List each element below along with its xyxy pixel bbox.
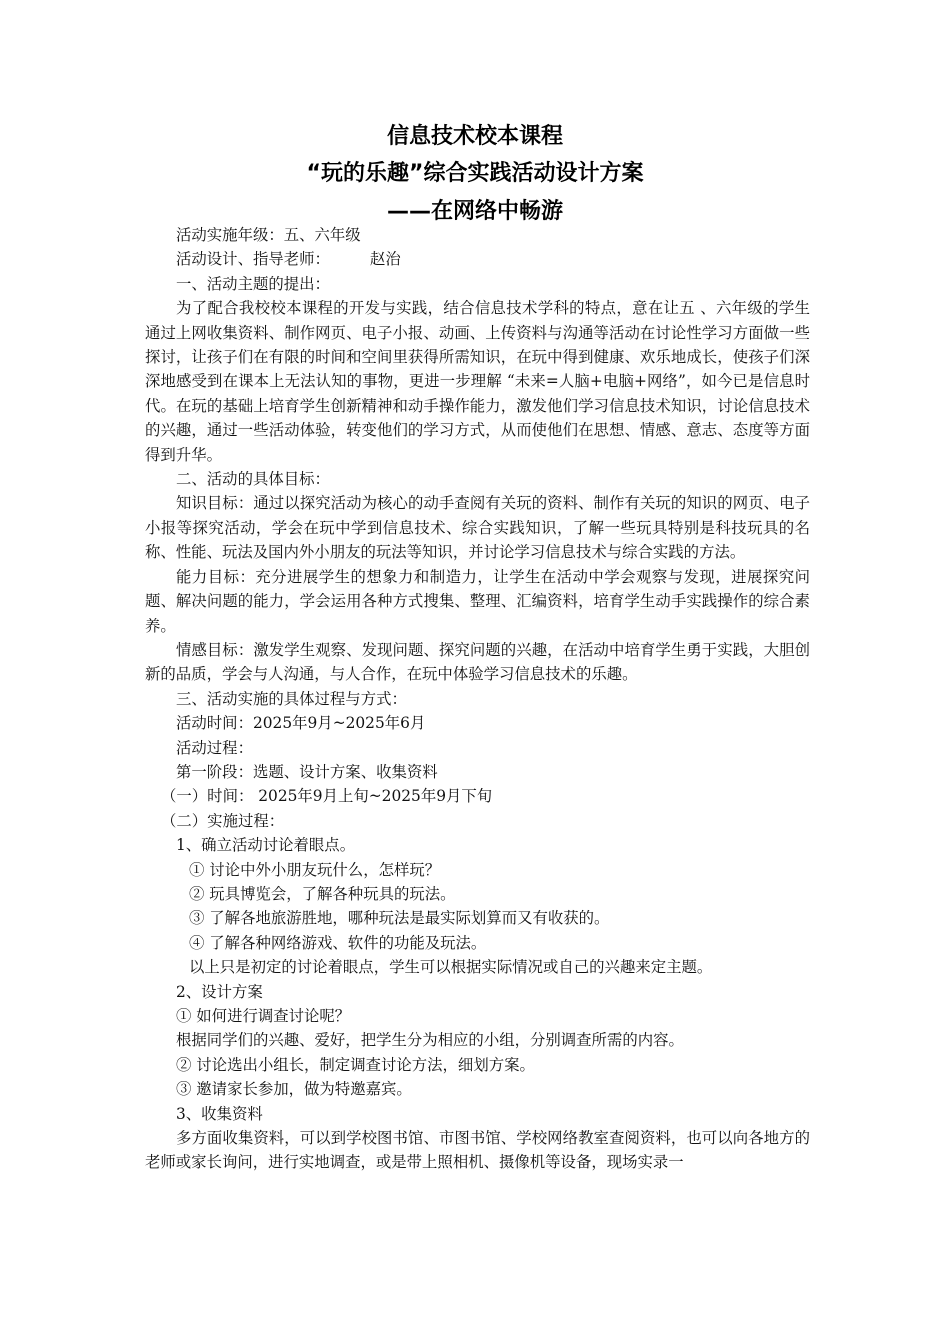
focus-item-1: ① 讨论中外小朋友玩什么，怎样玩？ — [189, 860, 441, 879]
title-line-1: 信息技术校本课程 — [386, 124, 563, 149]
plan-question-3: ③ 邀请家长参加，做为特邀嘉宾。 — [176, 1080, 412, 1099]
teacher-label: 活动设计、指导老师： — [176, 250, 330, 269]
activity-process: 活动过程： — [176, 738, 253, 757]
stage-1-heading: 第一阶段：选题、设计方案、收集资料 — [176, 762, 438, 781]
section-1-paragraph: 为了配合我校校本课程的开发与实践，结合信息技术学科的特点，意在让五 、六年级的学生通过上网收集资料、制作网页、电子小报、动画、上传资料与沟通等活动在讨论性学习方面做一些探讨，让孩子们在有限的时间和空间里获得所需知识，在玩中得到健康、欢乐地成长，使孩子们深深地感受到在课本上无法认知的事物，更进一步理解 “未来=人脑+电脑+网络”，如今已是信息时代。在玩的基础上培育学生创新精神和动手操作能力，激发他们学习信息技术知识，讨论信息技术的兴趣，通过一些活动体验，转变他们的学习方式，从而使他们在思想、情感、意志、态度等方面得到升华。 — [145, 299, 810, 464]
section-3-heading: 三、活动实施的具体过程与方式： — [176, 689, 407, 708]
focus-item-3: ③ 了解各地旅游胜地，哪种玩法是最实际划算而又有收获的。 — [189, 909, 610, 928]
step-2-heading: 2、设计方案 — [176, 982, 263, 1001]
stage-1-implementation: （二）实施过程： — [161, 811, 285, 830]
focus-note: 以上只是初定的讨论着眼点，学生可以根据实际情况或自己的兴趣来定主题。 — [189, 958, 713, 977]
emotion-goal-paragraph: 情感目标：激发学生观察、发现问题、探究问题的兴趣，在活动中培育学生勇于实践，大胆创新的品质，学会与人沟通，与人合作，在玩中体验学习信息技术的乐趣。 — [145, 640, 810, 684]
section-2-heading: 二、活动的具体目标： — [176, 470, 330, 489]
focus-item-4: ④ 了解各种网络游戏、软件的功能及玩法。 — [189, 933, 487, 952]
stage-1-time: （一）时间： 2025年9月上旬~2025年9月下旬 — [161, 787, 493, 806]
section-1-heading: 一、活动主题的提出： — [176, 274, 330, 293]
focus-item-2: ② 玩具博览会，了解各种玩具的玩法。 — [189, 884, 456, 903]
teacher-line — [145, 247, 810, 271]
title-line-3: ——在网络中畅游 — [386, 199, 563, 224]
knowledge-goal-paragraph: 知识目标：通过以探究活动为核心的动手查阅有关玩的资料、制作有关玩的知识的网页、电子小报等探究活动，学会在玩中学到信息技术、综合实践知识，了解一些玩具特别是科技玩具的名称、性能、玩法及国内外小朋友的玩法等知识，并讨论学习信息技术与综合实践的方法。 — [145, 494, 810, 562]
step-3-heading: 3、收集资料 — [176, 1104, 263, 1123]
grade-line: 活动实施年级：五、六年级 — [176, 226, 361, 244]
plan-question-1-detail: 根据同学们的兴趣、爱好，把学生分为相应的小组，分别调查所需的内容。 — [176, 1031, 684, 1050]
teacher-name: 赵治 — [369, 250, 401, 269]
title-line-2: “玩的乐趣”综合实践活动设计方案 — [306, 161, 644, 186]
plan-question-1: ① 如何进行调查讨论呢？ — [176, 1007, 351, 1025]
activity-time: 活动时间：2025年9月~2025年6月 — [176, 714, 426, 733]
plan-question-2: ② 讨论选出小组长，制定调查讨论方法，细划方案。 — [176, 1055, 535, 1074]
step-1-heading: 1、确立活动讨论着眼点。 — [176, 836, 356, 855]
collect-paragraph: 多方面收集资料，可以到学校图书馆、市图书馆、学校网络教室查阅资料，也可以向各地方的老师或家长询问，进行实地调查，或是带上照相机、摄像机等设备，现场实录一 — [145, 1129, 810, 1172]
ability-goal-paragraph: 能力目标：充分进展学生的想象力和制造力，让学生在活动中学会观察与发现，进展探究问题、解决问题的能力，学会运用各种方式搜集、整理、汇编资料，培育学生动手实践操作的综合素养。 — [145, 567, 810, 635]
document-body — [145, 223, 810, 1175]
